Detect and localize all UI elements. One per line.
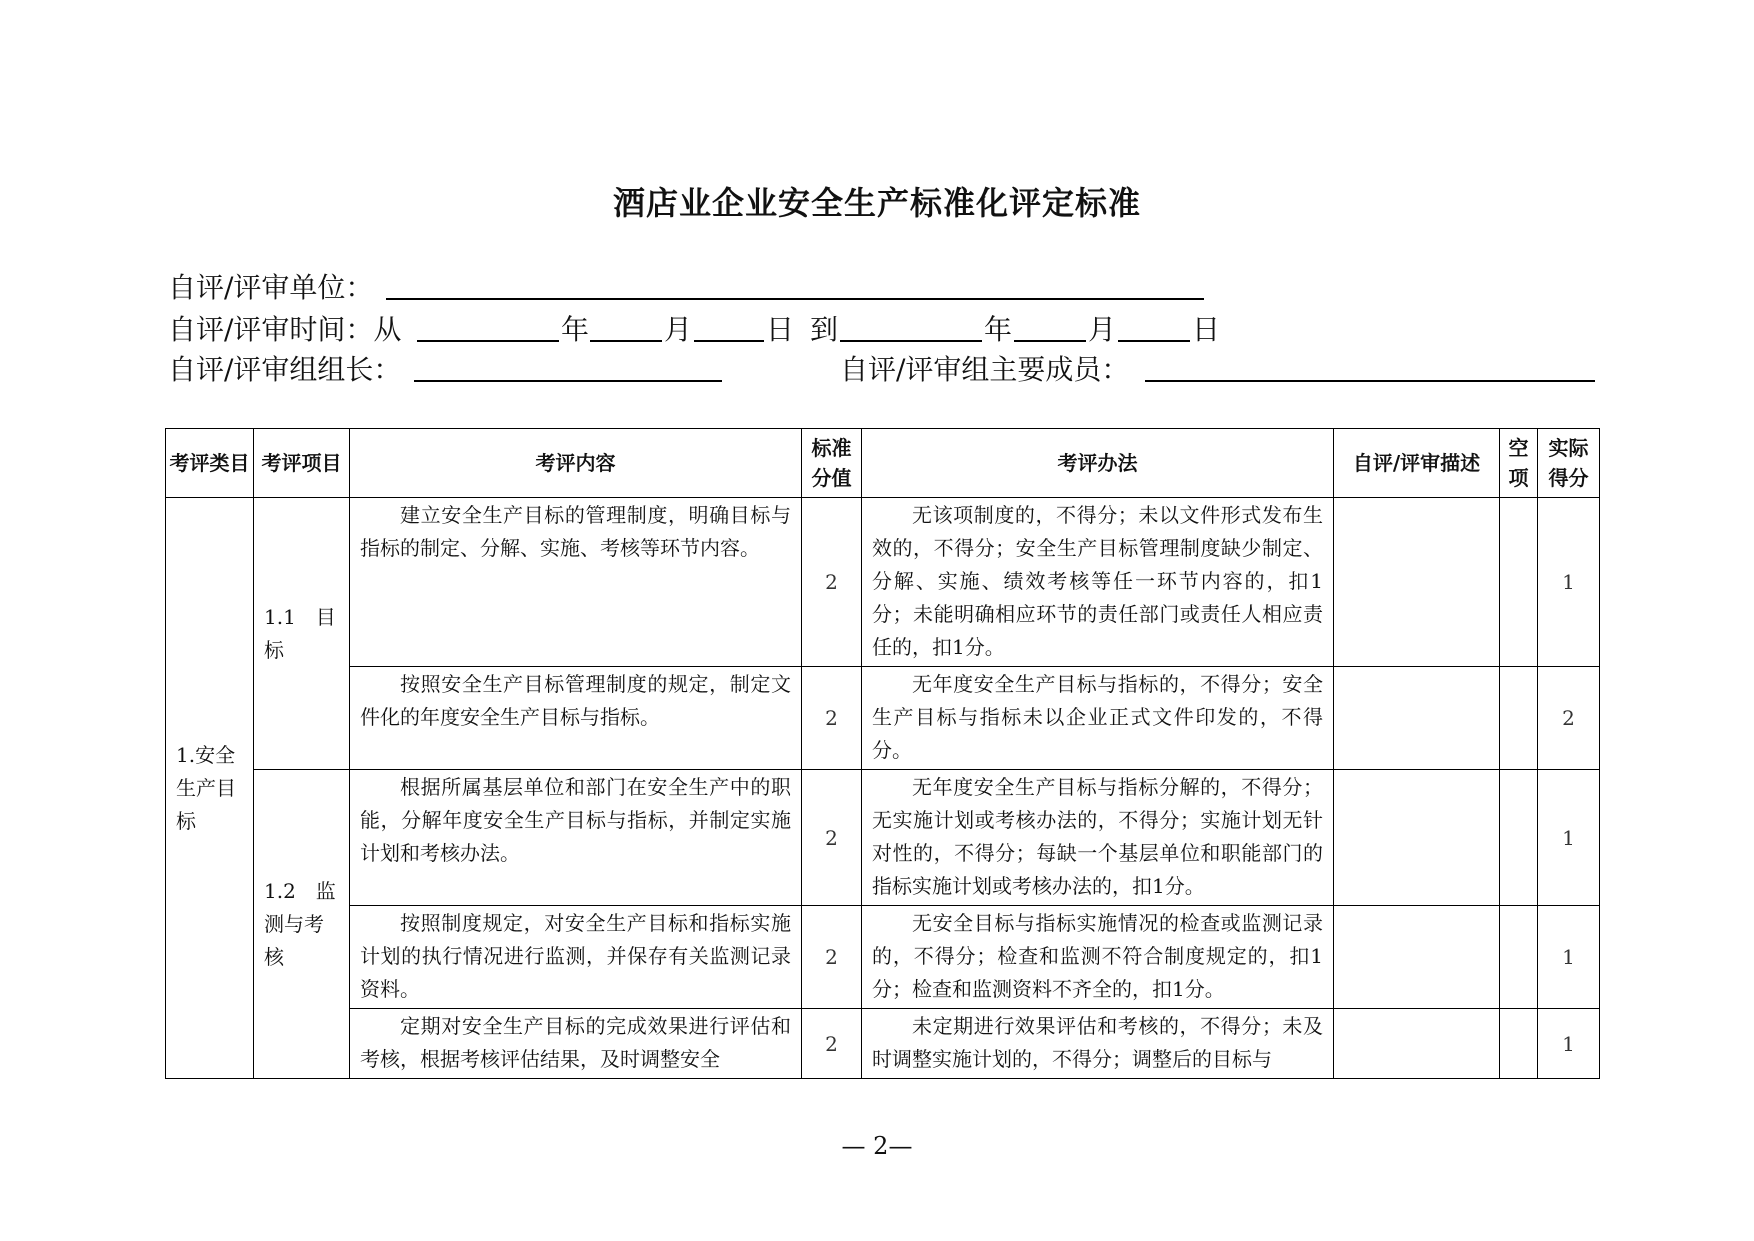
start-month-field[interactable] [590, 312, 662, 342]
unit-field[interactable] [386, 270, 1204, 300]
end-day-field[interactable] [1118, 312, 1190, 342]
members-field[interactable] [1145, 352, 1595, 382]
standard-score-cell: 2 [802, 498, 862, 667]
blank-cell[interactable] [1500, 667, 1538, 770]
header-actual-score: 实际得分 [1538, 429, 1600, 498]
method-cell [862, 1009, 1334, 1079]
header-category: 考评类目 [166, 429, 254, 498]
end-month-label: 月 [1088, 313, 1117, 346]
start-year-label: 年 [561, 313, 590, 346]
category-cell: 1.安全生产目标 [166, 498, 254, 1079]
evaluation-table [165, 428, 1600, 1079]
start-day-label: 日 [766, 313, 795, 346]
end-day-label: 日 [1192, 313, 1221, 346]
content-cell [350, 1009, 802, 1079]
time-label: 自评/评审时间：从 [168, 313, 402, 346]
actual-score-cell[interactable]: 1 [1538, 1009, 1600, 1079]
standard-score-cell: 2 [802, 770, 862, 906]
leader-label: 自评/评审组组长： [168, 353, 402, 386]
header-standard-score: 标准分值 [802, 429, 862, 498]
header-description: 自评/评审描述 [1334, 429, 1500, 498]
content-cell [350, 498, 802, 667]
members-label: 自评/评审组主要成员： [840, 353, 1130, 386]
content-cell [350, 906, 802, 1009]
header-method: 考评办法 [862, 429, 1334, 498]
actual-score-cell[interactable]: 1 [1538, 770, 1600, 906]
standard-score-cell: 2 [802, 1009, 862, 1079]
method-text: 未定期进行效果评估和考核的，不得分；未及时调整实施计划的，不得分；调整后的目标与 [872, 1014, 1323, 1071]
page-title: 酒店业企业安全生产标准化评定标准 [612, 184, 1141, 222]
content-text: 按照制度规定，对安全生产目标和指标实施计划的执行情况进行监测，并保存有关监测记录资料。 [360, 911, 791, 1001]
table-row [166, 667, 1600, 770]
end-month-field[interactable] [1014, 312, 1086, 342]
standard-score-cell: 2 [802, 667, 862, 770]
method-text: 无该项制度的，不得分；未以文件形式发布生效的，不得分；安全生产目标管理制度缺少制定、分解、实施、绩效考核等任一环节内容的，扣1分；未能明确相应环节的责任部门或责任人相应责任的，扣1分。 [872, 503, 1323, 659]
actual-score-cell[interactable]: 1 [1538, 906, 1600, 1009]
standard-score-cell: 2 [802, 906, 862, 1009]
method-cell [862, 498, 1334, 667]
blank-cell[interactable] [1500, 770, 1538, 906]
header-content: 考评内容 [350, 429, 802, 498]
content-text: 建立安全生产目标的管理制度，明确目标与指标的制定、分解、实施、考核等环节内容。 [360, 503, 791, 560]
table-header-row [166, 429, 1600, 498]
blank-cell[interactable] [1500, 906, 1538, 1009]
table-row [166, 906, 1600, 1009]
content-cell [350, 770, 802, 906]
content-text: 定期对安全生产目标的完成效果进行评估和考核，根据考核评估结果，及时调整安全 [360, 1014, 791, 1071]
blank-cell[interactable] [1500, 1009, 1538, 1079]
description-cell[interactable] [1334, 498, 1500, 667]
header-item: 考评项目 [254, 429, 350, 498]
blank-cell[interactable] [1500, 498, 1538, 667]
content-text: 按照安全生产目标管理制度的规定，制定文件化的年度安全生产目标与指标。 [360, 672, 791, 729]
description-cell[interactable] [1334, 906, 1500, 1009]
content-cell [350, 667, 802, 770]
item-cell: 1.2 监测与考核 [254, 770, 350, 1079]
actual-score-cell[interactable]: 2 [1538, 667, 1600, 770]
method-text: 无年度安全生产目标与指标的，不得分；安全生产目标与指标未以企业正式文件印发的，不得分。 [872, 672, 1323, 762]
table-row [166, 1009, 1600, 1079]
method-cell [862, 906, 1334, 1009]
unit-label: 自评/评审单位： [168, 271, 374, 304]
content-text: 根据所属基层单位和部门在安全生产中的职能，分解年度安全生产目标与指标，并制定实施计划和考核办法。 [360, 775, 791, 865]
method-cell [862, 770, 1334, 906]
description-cell[interactable] [1334, 770, 1500, 906]
leader-field[interactable] [414, 352, 722, 382]
start-month-label: 月 [664, 313, 693, 346]
description-cell[interactable] [1334, 667, 1500, 770]
method-text: 无安全目标与指标实施情况的检查或监测记录的，不得分；检查和监测不符合制度规定的，扣1分；检查和监测资料不齐全的，扣1分。 [872, 911, 1323, 1001]
description-cell[interactable] [1334, 1009, 1500, 1079]
start-year-field[interactable] [417, 312, 559, 342]
table-row [166, 498, 1600, 667]
page-number: — 2— [841, 1132, 913, 1160]
to-label: 到 [810, 313, 839, 346]
start-day-field[interactable] [694, 312, 764, 342]
table-row [166, 770, 1600, 906]
header-blank: 空项 [1500, 429, 1538, 498]
item-cell: 1.1 目标 [254, 498, 350, 770]
method-text: 无年度安全生产目标与指标分解的，不得分；无实施计划或考核办法的，不得分；实施计划无针对性的，不得分；每缺一个基层单位和职能部门的指标实施计划或考核办法的，扣1分。 [872, 775, 1323, 898]
method-cell [862, 667, 1334, 770]
end-year-field[interactable] [840, 312, 982, 342]
end-year-label: 年 [984, 313, 1013, 346]
actual-score-cell[interactable]: 1 [1538, 498, 1600, 667]
